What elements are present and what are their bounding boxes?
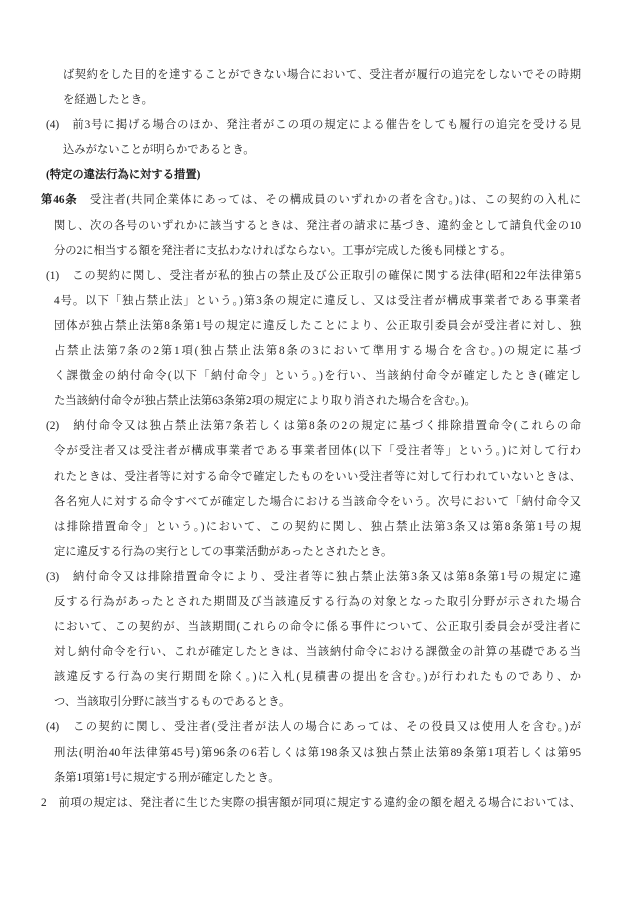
text-line xyxy=(46,565,581,590)
text-segment: 受注者(共同企業体にあっては、その構成員のいずれかの者を含む。)は、この契約の入札に xyxy=(77,194,581,207)
text-segment: (1) この契約に関し、受注者が私的独占の禁止及び公正取引の確保に関する法律(昭和22年法律第5 xyxy=(46,269,581,282)
text-segment: 込みがないことが明らかであるとき。 xyxy=(63,144,255,157)
text-segment: 条第1項第1号に規定する刑が確定したとき。 xyxy=(54,771,280,784)
text-line xyxy=(41,188,581,213)
text-line xyxy=(54,439,581,464)
text-line xyxy=(41,791,581,816)
text-segment: 反する行為があったとされた期間及び当該違反する行為の対象となった取引分野が示された場合 xyxy=(54,595,581,608)
text-segment: 刑法(明治40年法律第45号)第96条の6若しくは第198条又は独占禁止法第89条第1項若しくは第95 xyxy=(54,746,581,759)
bold-text-segment: (特定の違法行為に対する措置) xyxy=(46,169,201,182)
text-line xyxy=(54,741,581,766)
text-line xyxy=(63,138,581,163)
text-line xyxy=(63,88,581,113)
text-segment: 定に違反する行為の実行としての事業活動があったとされたとき。 xyxy=(54,545,393,558)
text-segment: は排除措置命令」という。)において、この契約に関し、独占禁止法第3条又は第8条第1号の規 xyxy=(54,520,581,533)
text-segment: 令が受注者又は受注者が構成事業者である事業者団体(以下「受注者等」という。)に対して行わ xyxy=(54,445,581,458)
text-line xyxy=(63,63,581,88)
text-segment: において、この契約が、当該期間(これらの命令に係る事件について、公正取引委員会が受注者に xyxy=(54,621,581,634)
text-segment: (2) 納付命令又は独占禁止法第7条若しくは第8条の2の規定に基づく排除措置命令(これらの命 xyxy=(46,420,581,433)
bold-text-segment: 第46条 xyxy=(41,194,78,207)
text-line xyxy=(54,289,581,314)
text-line xyxy=(54,615,581,640)
text-segment: (3) 納付命令又は排除措置命令により、受注者等に独占禁止法第3条又は第8条第1号の規定に違 xyxy=(46,570,581,583)
text-line xyxy=(54,590,581,615)
text-line xyxy=(46,264,581,289)
text-line xyxy=(54,214,581,239)
text-line xyxy=(54,640,581,665)
text-line xyxy=(54,515,581,540)
text-segment: (4) 前3号に掲げる場合のほか、発注者がこの項の規定による催告をしても履行の追完を受ける見 xyxy=(46,119,581,132)
text-segment: く課徴金の納付命令(以下「納付命令」という。)を行い、当該納付命令が確定したとき(確定し xyxy=(54,370,581,383)
text-segment: 占禁止法第7条の2第1項(独占禁止法第8条の3において準用する場合を含む。)の規定に基づ xyxy=(54,345,581,358)
text-segment: た当該納付命令が独占禁止法第63条第2項の規定により取り消された場合を含む。)。 xyxy=(54,395,476,408)
text-segment: 前項の規定は、発注者に生じた実際の損害額が同項に規定する違約金の額を超える場合においては、 xyxy=(46,796,581,809)
text-segment: 関し、次の各号のいずれかに該当するときは、発注者の請求に基づき、違約金として請負代金の10 xyxy=(54,219,581,232)
text-segment: 4号。以下「独占禁止法」という。)第3条の規定に違反し、又は受注者が構成事業者である事業者 xyxy=(54,294,581,307)
text-segment: ば契約をした目的を達することができない場合において、受注者が履行の追完をしないでその時期 xyxy=(63,69,581,81)
text-line xyxy=(46,163,581,188)
text-line xyxy=(54,339,581,364)
text-segment: 該違反する行為の実行期間を除く。)に入札(見積書の提出を含む。)が行われたものであり、か xyxy=(54,671,581,684)
text-line xyxy=(54,766,581,791)
text-line xyxy=(54,314,581,339)
text-line xyxy=(46,715,581,740)
text-segment: 対し納付命令を行い、これが確定したときは、当該納付命令における課徴金の計算の基礎である当 xyxy=(54,646,581,659)
text-segment: 2 xyxy=(41,796,47,809)
text-segment: (4) この契約に関し、受注者(受注者が法人の場合にあっては、その役員又は使用人を含む。)が xyxy=(46,721,581,734)
text-line xyxy=(54,540,581,565)
text-segment: 各名宛人に対する命令すべてが確定した場合における当該命令をいう。次号において「納付命令又 xyxy=(54,495,581,508)
text-line xyxy=(54,389,581,414)
text-line xyxy=(54,690,581,715)
text-segment: 団体が独占禁止法第8条第1号の規定に違反したことにより、公正取引委員会が受注者に対し、独 xyxy=(54,319,581,332)
text-line xyxy=(46,113,581,138)
text-line xyxy=(54,465,581,490)
document-text-block xyxy=(0,63,630,816)
text-line xyxy=(54,490,581,515)
text-segment: つ、当該取引分野に該当するものであるとき。 xyxy=(54,696,291,709)
text-line xyxy=(54,665,581,690)
text-line xyxy=(54,239,581,264)
text-line xyxy=(46,414,581,439)
text-segment: れたときは、受注者等に対する命令で確定したものをいい受注者等に対して行われていないときは、 xyxy=(54,470,581,483)
text-line xyxy=(54,364,581,389)
text-segment: 分の2に相当する額を発注者に支払わなければならない。工事が完成した後も同様とする。 xyxy=(54,244,512,257)
text-segment: を経過したとき。 xyxy=(63,94,153,107)
